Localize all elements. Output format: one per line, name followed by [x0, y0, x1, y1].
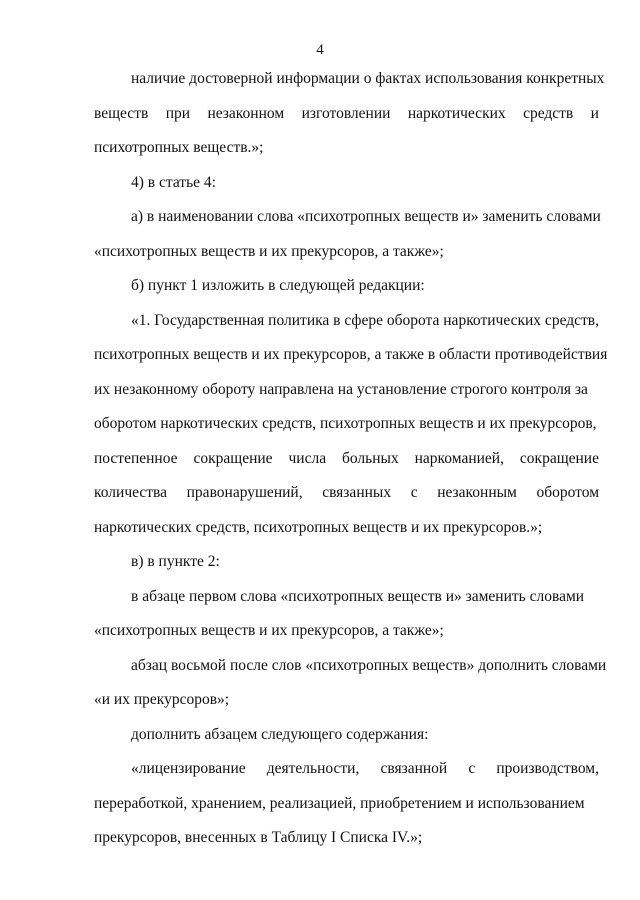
text-line: наркотических средств, психотропных веществ и их прекурсоров.»; [94, 518, 543, 536]
word: количества [94, 484, 168, 501]
text-line: дополнить абзацем следующего содержания: [131, 725, 429, 743]
word: связанных [322, 484, 392, 501]
word: правонарушений, [186, 484, 303, 501]
word: сокращение [519, 449, 599, 467]
text-line [94, 476, 599, 511]
word: постепенное [94, 449, 178, 467]
text-line: в абзаце первом слова «психотропных веществ и» заменить словами [131, 587, 585, 605]
text-line: а) в наименовании слова «психотропных веществ и» заменить словами [131, 208, 601, 225]
word: числа [288, 449, 327, 467]
document-body [94, 62, 608, 856]
text-line: в) в пункте 2: [131, 553, 220, 570]
word: наркотических [407, 104, 506, 122]
text-line: наличие достоверной информации о фактах использования конкретных [131, 70, 605, 87]
text-line [94, 442, 599, 477]
word: с [468, 760, 476, 777]
text-line: «и их прекурсоров»; [94, 691, 230, 708]
word: и [590, 104, 599, 122]
text-line: б) пункт 1 изложить в следующей редакции: [131, 277, 425, 294]
text-line: переработкой, хранением, реализацией, приобретением и использованием [94, 794, 585, 812]
word: «лицензирование [131, 760, 246, 777]
page-number: 4 [316, 42, 324, 58]
word: производством, [496, 760, 599, 777]
text-line [94, 752, 599, 787]
word: наркоманией, [414, 449, 504, 467]
text-line: «психотропных веществ и их прекурсоров, а также»; [94, 622, 444, 639]
text-line: прекурсоров, внесенных в Таблицу I Списка IV.»; [94, 829, 423, 846]
text-line [94, 97, 599, 132]
text-line: психотропных веществ и их прекурсоров, а также в области противодействия [94, 346, 608, 363]
word: деятельности, [266, 760, 360, 777]
word: средств [523, 104, 574, 122]
text-line: «психотропных веществ и их прекурсоров, а также»; [94, 242, 444, 260]
word: незаконном [207, 104, 285, 122]
word: при [165, 104, 191, 122]
text-line: абзац восьмой после слов «психотропных веществ» дополнить словами [131, 656, 607, 674]
word: с [410, 484, 418, 501]
word: веществ [94, 104, 149, 122]
word: изготовлении [301, 104, 391, 122]
word: связанной [380, 760, 448, 777]
word: больных [342, 449, 399, 467]
word: незаконным [437, 484, 517, 501]
text-line: психотропных веществ.»; [94, 139, 264, 156]
word: сокращение [193, 449, 273, 467]
text-line: «1. Государственная политика в сфере оборота наркотических средств, [131, 311, 599, 329]
text-line: 4) в статье 4: [131, 173, 216, 191]
text-line: их незаконному обороту направлена на установление строгого контроля за [94, 380, 588, 398]
word: оборотом [536, 484, 599, 501]
text-line: оборотом наркотических средств, психотропных веществ и их прекурсоров, [94, 415, 597, 432]
